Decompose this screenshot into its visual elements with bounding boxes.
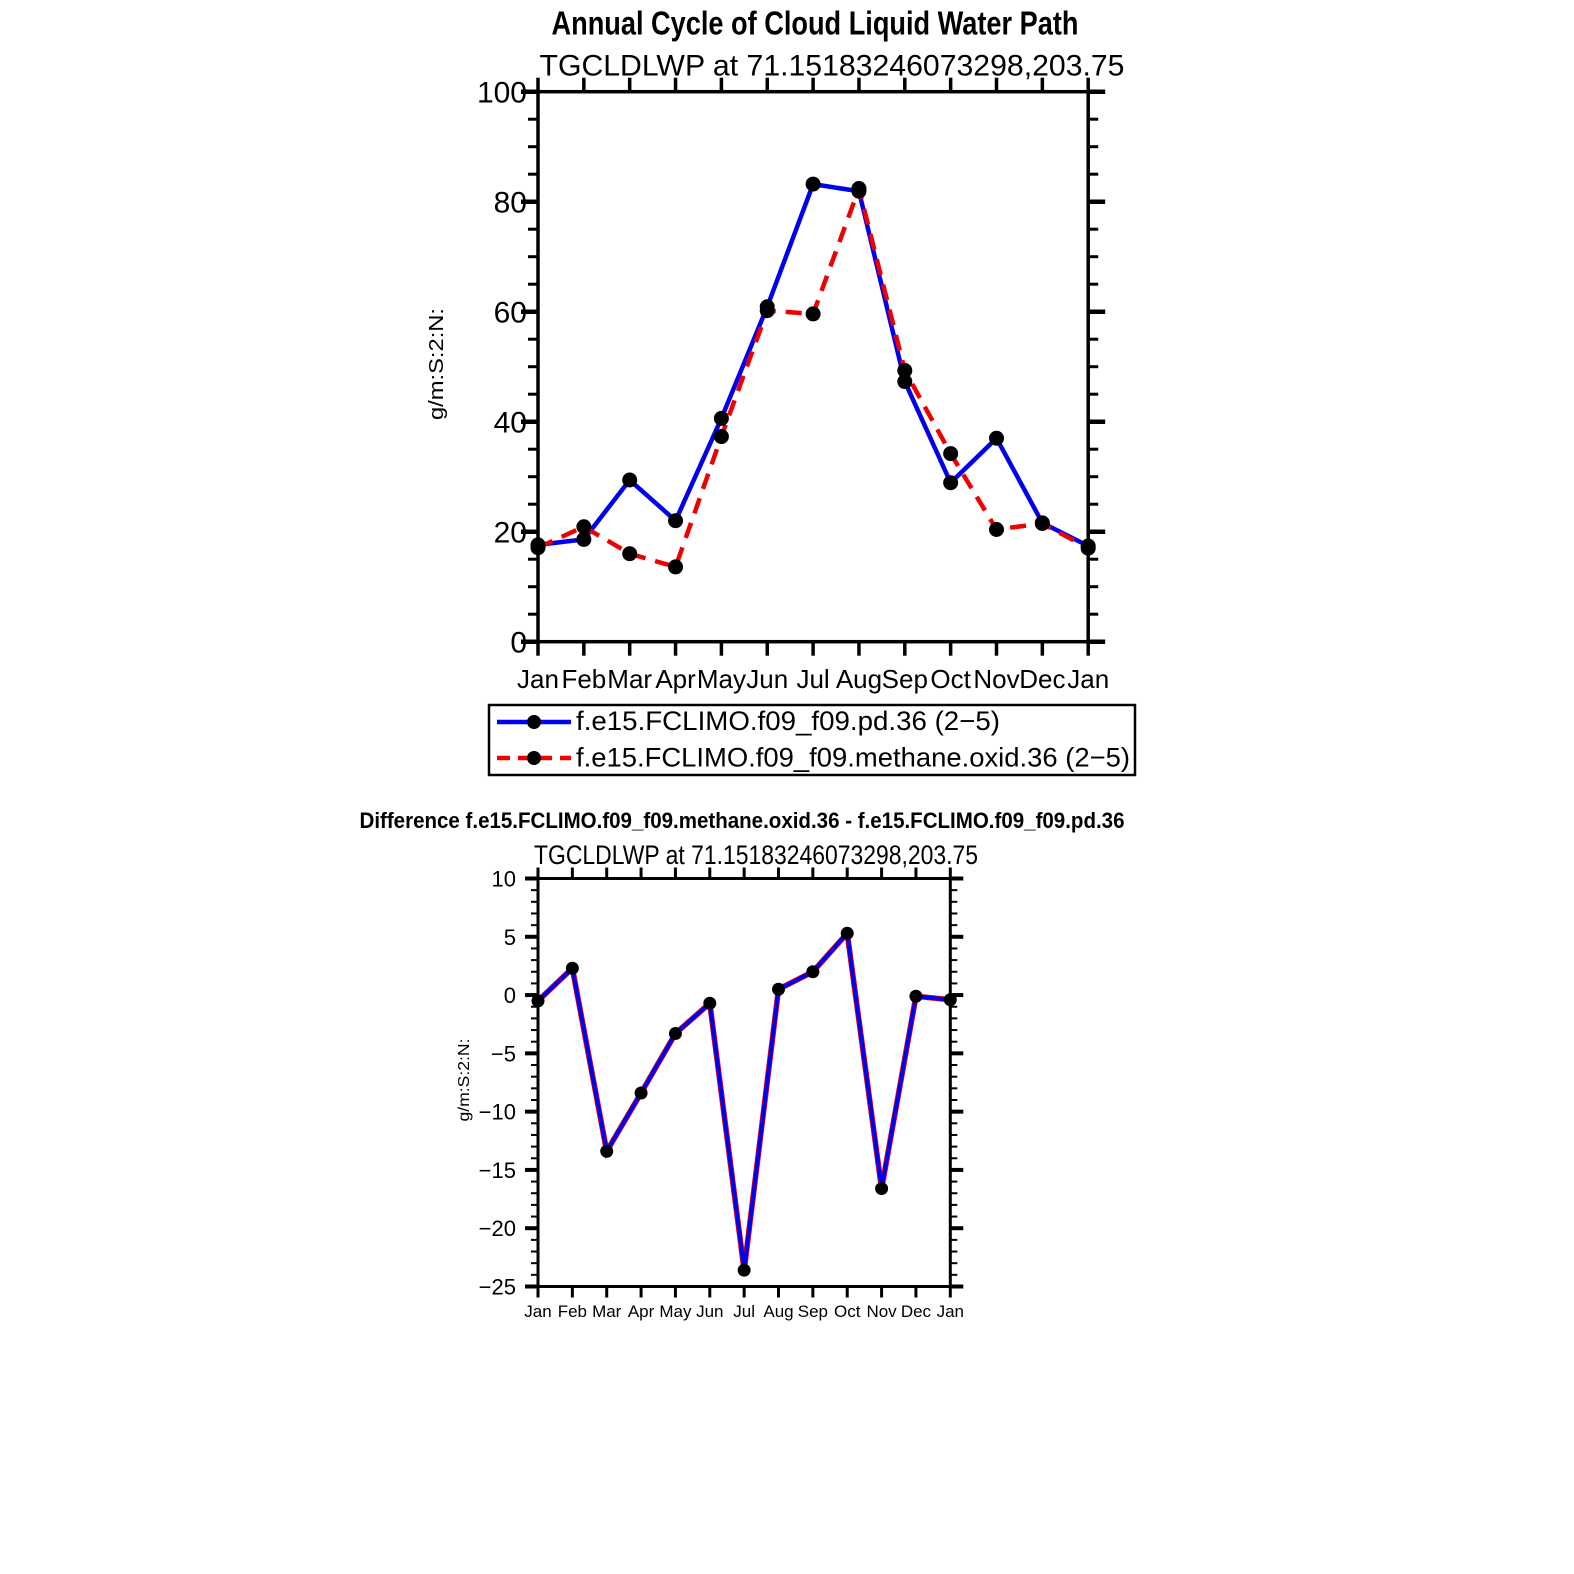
data-point-marker: [714, 429, 729, 444]
x-tick-label: Jan: [524, 1302, 552, 1321]
series-line-underlay: [538, 933, 950, 1270]
data-point-marker: [944, 993, 957, 1006]
x-tick-label: Dec: [900, 1302, 932, 1321]
diff-chart-title: Difference f.e15.FCLIMO.f09_f09.methane.oxid.36 - f.e15.FCLIMO.f09_f09.pd.36: [359, 808, 1125, 833]
data-point-marker: [943, 446, 958, 461]
y-tick-label: 10: [491, 866, 516, 892]
legend-label-series1: f.e15.FCLIMO.f09_f09.pd.36 (2−5): [576, 706, 1000, 736]
data-point-marker: [909, 990, 922, 1003]
plot-frame: [538, 879, 950, 1287]
x-tick-label: Jul: [796, 664, 830, 694]
y-tick-label: 80: [493, 186, 527, 220]
data-point-marker: [714, 411, 729, 426]
data-point-marker: [668, 559, 683, 574]
x-tick-label: Mar: [607, 664, 653, 694]
x-tick-label: Mar: [592, 1302, 622, 1321]
data-point-marker: [851, 181, 866, 196]
x-tick-label: Jun: [746, 664, 789, 694]
x-tick-label: Oct: [833, 1302, 861, 1321]
legend-marker-dot: [527, 751, 541, 765]
difference-chart: [360, 808, 1125, 1321]
x-tick-label: Sep: [881, 664, 928, 694]
data-point-marker: [841, 927, 854, 940]
x-tick-label: Jun: [696, 1302, 724, 1321]
x-tick-label: Aug: [835, 664, 883, 694]
diff-chart-y-axis-label: g/m:S:2:N:: [456, 1045, 473, 1122]
top-chart-y-axis-label: g/m:S:2:N:: [426, 325, 448, 420]
diff-chart-subtitle: TGCLDLWP at 71.15183246073298,203.75: [534, 840, 978, 870]
data-point-marker: [989, 522, 1004, 537]
data-point-marker: [669, 1027, 682, 1040]
x-tick-label: Apr: [655, 664, 696, 694]
data-point-marker: [772, 983, 785, 996]
data-point-marker: [532, 994, 545, 1007]
data-point-marker: [1035, 516, 1050, 531]
data-point-marker: [576, 519, 591, 534]
x-tick-label: Jul: [733, 1302, 756, 1321]
legend-label-series2: f.e15.FCLIMO.f09_f09.methane.oxid.36 (2−5): [576, 742, 1130, 773]
data-point-marker: [806, 965, 819, 978]
y-tick-label: −10: [478, 1099, 516, 1125]
y-tick-label: 5: [503, 924, 516, 950]
y-tick-label: 40: [493, 406, 527, 440]
y-tick-label: 100: [476, 76, 527, 110]
data-point-marker: [531, 540, 546, 555]
x-tick-label: Oct: [930, 664, 971, 694]
x-tick-label: Nov: [973, 664, 1020, 694]
y-tick-label: 20: [493, 516, 527, 550]
data-point-marker: [897, 363, 912, 378]
data-point-marker: [943, 475, 958, 490]
data-point-marker: [806, 177, 821, 192]
x-tick-label: Sep: [797, 1302, 828, 1321]
y-tick-label: 0: [510, 626, 527, 660]
y-tick-label: −15: [478, 1157, 516, 1183]
series-line: [538, 189, 1088, 567]
top-chart-title: Annual Cycle of Cloud Liquid Water Path: [551, 4, 1079, 42]
x-tick-label: Feb: [557, 1302, 588, 1321]
annual-cycle-chart: [426, 5, 1135, 776]
data-point-marker: [989, 431, 1004, 446]
data-point-marker: [622, 473, 637, 488]
plot-frame: [538, 92, 1088, 642]
x-tick-label: Feb: [561, 664, 607, 694]
data-point-marker: [703, 997, 716, 1010]
x-tick-label: Jan: [936, 1302, 965, 1321]
y-tick-label: −5: [490, 1041, 516, 1067]
x-tick-label: Jan: [517, 664, 559, 694]
data-point-marker: [635, 1086, 648, 1099]
data-point-marker: [566, 962, 579, 975]
y-tick-label: −20: [478, 1216, 516, 1242]
legend-marker-dot: [527, 715, 541, 729]
data-point-marker: [875, 1182, 888, 1195]
top-plot-area: [477, 77, 1109, 694]
y-tick-label: 60: [493, 296, 527, 330]
data-point-marker: [600, 1145, 613, 1158]
x-tick-label: Jan: [1067, 664, 1110, 694]
y-tick-label: 0: [503, 983, 516, 1009]
data-point-marker: [806, 306, 821, 321]
data-point-marker: [668, 513, 683, 528]
top-chart-subtitle: TGCLDLWP at 71.15183246073298,203.75: [539, 49, 1125, 83]
y-tick-label: −25: [478, 1274, 516, 1300]
x-tick-label: May: [659, 1302, 692, 1321]
legend: [489, 705, 1135, 775]
series-line: [538, 184, 1088, 546]
x-tick-label: May: [696, 664, 746, 694]
x-tick-label: Aug: [763, 1302, 794, 1321]
diff-plot-area: [479, 867, 964, 1322]
data-point-marker: [760, 303, 775, 318]
x-tick-label: Apr: [627, 1302, 655, 1321]
x-tick-label: Dec: [1019, 664, 1066, 694]
data-point-marker: [1081, 541, 1096, 556]
data-point-marker: [738, 1264, 751, 1277]
x-tick-label: Nov: [866, 1302, 897, 1321]
data-point-marker: [622, 546, 637, 561]
